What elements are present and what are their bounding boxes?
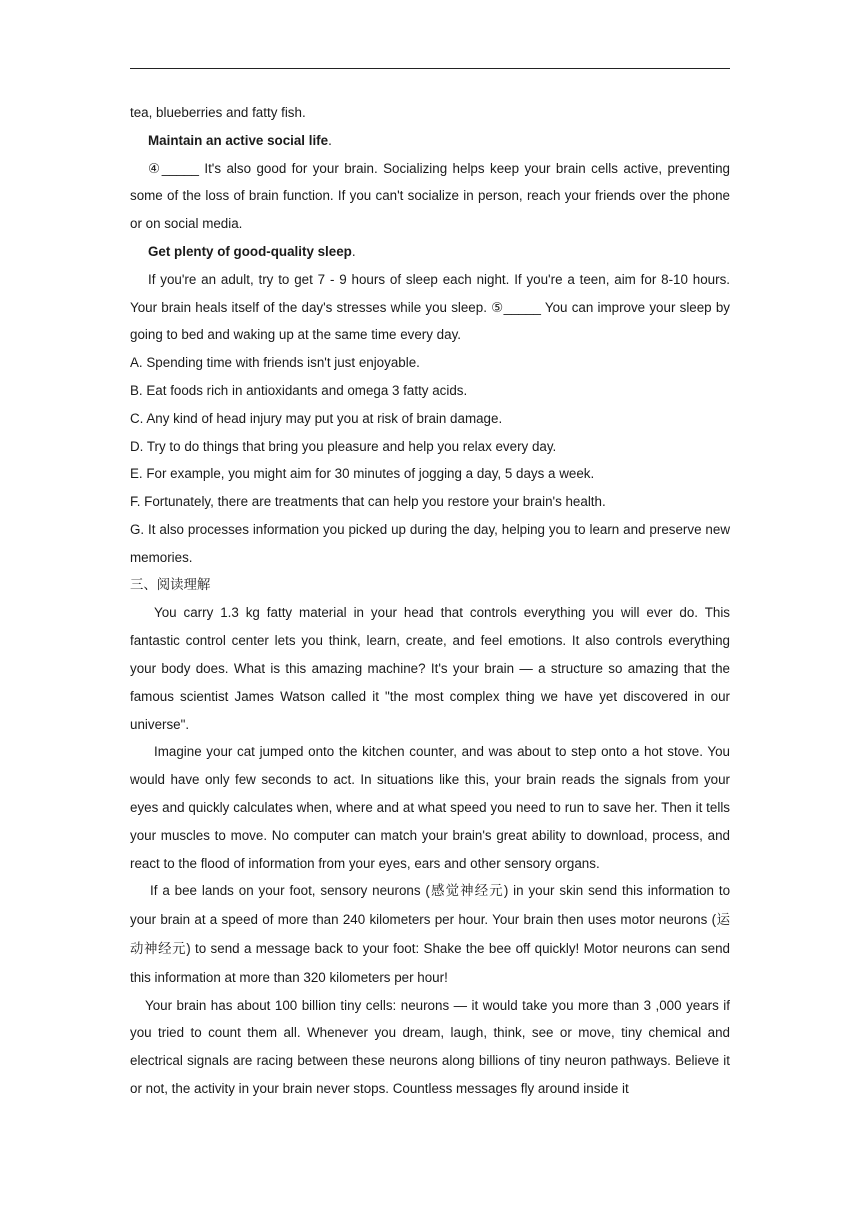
social-paragraph: ④_____ It's also good for your brain. Socializing helps keep your brain cells active, preventing some of the loss of brain function. If you can't socialize in person, reach your friends over the phone or on social media.: [130, 160, 730, 232]
social-heading: Maintain an active social life.: [148, 132, 332, 148]
option-f: F. Fortunately, there are treatments that can help you restore your brain's health.: [130, 494, 606, 510]
reading-paragraph-3: [130, 877, 730, 991]
reading-paragraph-4: Your brain has about 100 billion tiny cells: neurons — it would take you more than 3 ,000 years if you tried to count them all. Whenever you dream, laugh, think, see or move, tiny chemical and electrical signals are racing between these neurons along billions of tiny neuron pathways. Believe it or not, the activity in your brain never stops. Countless messages fly around inside it: [130, 997, 730, 1096]
option-g: G. It also processes information you picked up during the day, helping you to learn and preserve new memories.: [130, 521, 730, 565]
social-heading-text: Maintain an active social life: [148, 132, 329, 148]
p3-part-b: ) in your skin send this information to your brain at a speed of more than 240 kilometers per hour. Your brain then uses motor neurons (: [130, 883, 731, 928]
reading-paragraph-2: Imagine your cat jumped onto the kitchen counter, and was about to step onto a hot stove. You would have only few seconds to act. In situations like this, your brain reads the signals from your eyes and quickly calculates when, where and at what speed you need to run to save her. Then it tells your muscles to move. No computer can match your brain's great ability to download, process, and react to the flood of information from your eyes, ears and other sensory organs.: [130, 744, 730, 871]
sleep-heading: Get plenty of good-quality sleep.: [148, 243, 356, 259]
reading-paragraph-1: You carry 1.3 kg fatty material in your head that controls everything you will ever do. This fantastic control center lets you think, learn, create, and feel emotions. It also controls everything your body does. What is this amazing machine? It's your brain — a structure so amazing that the famous scientist James Watson called it "the most complex thing we have yet discovered in our universe".: [130, 605, 730, 732]
p3-part-a: If a bee lands on your foot, sensory neurons (: [150, 883, 430, 899]
document-body: [130, 99, 730, 1103]
option-a: A. Spending time with friends isn't just enjoyable.: [130, 355, 420, 371]
option-b: B. Eat foods rich in antioxidants and omega 3 fatty acids.: [130, 382, 468, 398]
p3-chinese-motor: 运动神经元: [130, 913, 731, 957]
option-d: D. Try to do things that bring you pleasure and help you relax every day.: [130, 438, 557, 454]
section-title: 三、阅读理解: [130, 577, 211, 593]
option-e: E. For example, you might aim for 30 minutes of jogging a day, 5 days a week.: [130, 466, 595, 482]
p3-chinese-sensory: 感觉神经元: [429, 884, 504, 900]
p3-part-c: ) to send a message back to your foot: Shake the bee off quickly! Motor neurons can send this information at more than 320 kilometers per hour!: [130, 940, 731, 985]
header-rule: [130, 68, 730, 69]
option-c: C. Any kind of head injury may put you at risk of brain damage.: [130, 410, 503, 426]
sleep-paragraph: If you're an adult, try to get 7 - 9 hours of sleep each night. If you're a teen, aim for 8-10 hours. Your brain heals itself of the day's stresses while you sleep. ⑤_____ You can improve your sleep by going to bed and waking up at the same time every day.: [130, 271, 730, 343]
sleep-heading-text: Get plenty of good-quality sleep: [148, 243, 352, 259]
continuation-line: tea, blueberries and fatty fish.: [130, 105, 306, 120]
